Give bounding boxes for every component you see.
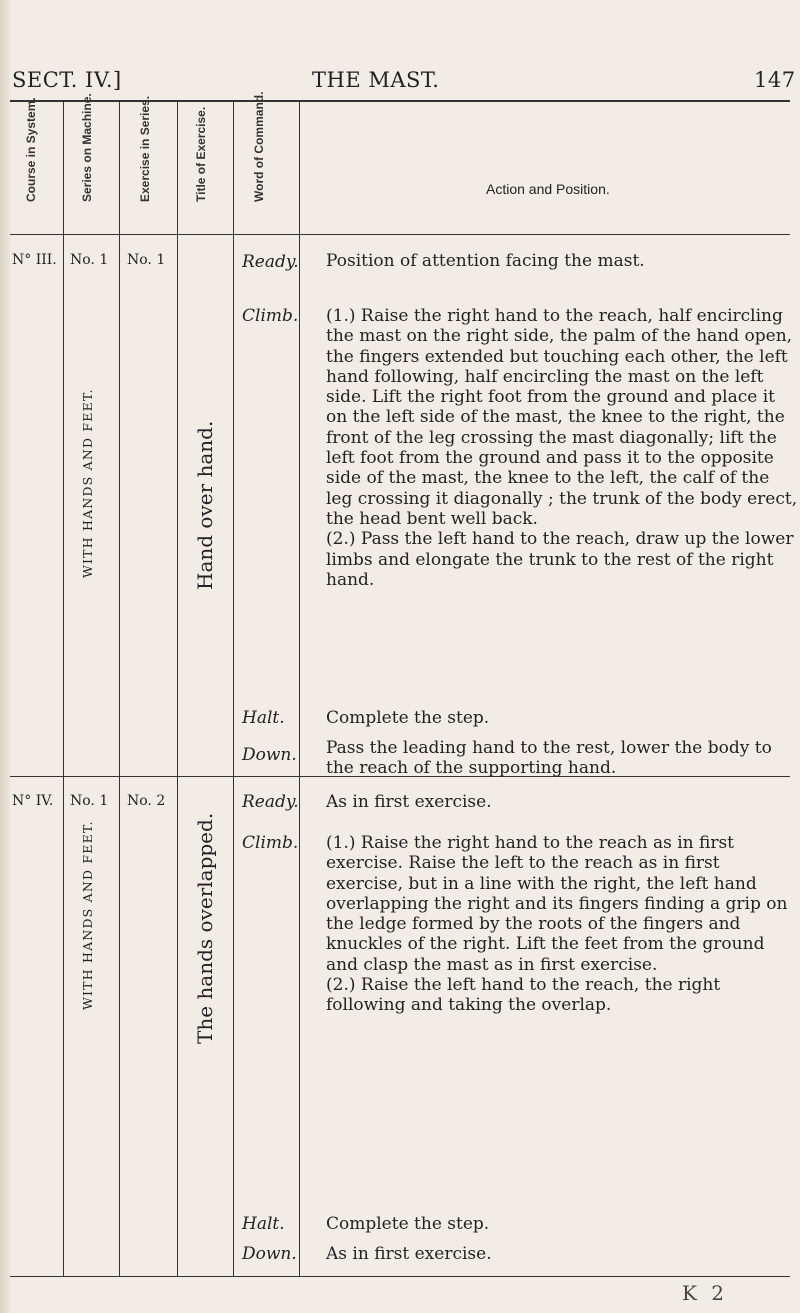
command-word: Climb. <box>242 833 299 853</box>
command-action: Complete the step. <box>326 708 490 728</box>
table-bottom-rule <box>10 1276 790 1277</box>
series-note: WITH HANDS AND FEET. <box>80 820 95 1010</box>
exercise-title: The hands overlapped. <box>193 812 217 1044</box>
column-header-word: Word of Command. <box>252 91 266 202</box>
series-number: No. 1 <box>70 793 109 809</box>
command-word: Ready. <box>242 252 299 272</box>
command-word: Halt. <box>242 1214 285 1234</box>
exercise-title: Hand over hand. <box>193 420 217 590</box>
command-action: Pass the leading hand to the rest, lower the body to the reach of the supporting hand. <box>326 738 772 779</box>
column-header-series: Series on Machine. <box>80 93 94 202</box>
page-edge <box>0 0 10 1313</box>
column-rule <box>299 100 300 1276</box>
command-word: Ready. <box>242 792 299 812</box>
column-rule <box>63 100 64 1276</box>
command-word: Down. <box>242 1244 297 1264</box>
column-header-action: Action and Position. <box>486 181 610 197</box>
signature-mark: K 2 <box>682 1281 729 1305</box>
command-word: Down. <box>242 745 297 765</box>
command-action: As in first exercise. <box>326 1244 492 1264</box>
command-action: As in first exercise. <box>326 792 492 812</box>
action-step: (2.) Pass the left hand to the reach, draw up the lower limbs and elongate the trunk to the rest of the right hand. <box>326 529 794 590</box>
section-label: SECT. IV.] <box>12 68 122 92</box>
table-header-rule <box>10 234 790 235</box>
page-title: THE MAST. <box>312 68 440 92</box>
command-word: Halt. <box>242 708 285 728</box>
course-number: N° III. <box>12 252 57 268</box>
column-rule <box>177 100 178 1276</box>
series-note: WITH HANDS AND FEET. <box>80 388 95 578</box>
table-top-rule <box>10 100 790 102</box>
action-step: (1.) Raise the right hand to the reach, half encircling the mast on the right side, the palm of the hand open, the fingers extended but touching each other, the left hand following, half encircling the mast on the left side. Lift the right foot from the ground and place it on the left side of the mast, the knee to the right, the front of the leg crossing the mast diagonally; lift the left foot from the ground and pass it to the opposite side of the mast, the knee to the left, the calf of the leg crossing it diagonally ; the trunk of the body erect, the head bent well back. <box>326 306 798 529</box>
column-header-exercise: Exercise in Series. <box>138 95 152 202</box>
action-step: (1.) Raise the right hand to the reach as in first exercise. Raise the left to the reach as in first exercise, but in a line with the right, the left hand overlapping the right and its fingers finding a grip on the ledge formed by the roots of the fingers and knuckles of the right. Lift the feet from the ground and clasp the mast as in first exercise. <box>326 833 788 975</box>
column-header-title: Title of Exercise. <box>194 106 208 202</box>
command-action: Position of attention facing the mast. <box>326 251 645 271</box>
action-step: (2.) Raise the left hand to the reach, the right following and taking the overlap. <box>326 975 721 1016</box>
command-word: Climb. <box>242 306 299 326</box>
column-rule <box>233 100 234 1276</box>
command-action <box>326 306 798 590</box>
series-number: No. 1 <box>70 252 109 268</box>
exercise-number: No. 2 <box>127 793 166 809</box>
column-rule <box>119 100 120 1276</box>
course-number: N° IV. <box>12 793 54 809</box>
page-number: 147 <box>754 68 796 92</box>
command-action <box>326 833 798 1016</box>
exercise-number: No. 1 <box>127 252 166 268</box>
command-action: Complete the step. <box>326 1214 490 1234</box>
column-header-course: Course in System. <box>24 97 38 202</box>
